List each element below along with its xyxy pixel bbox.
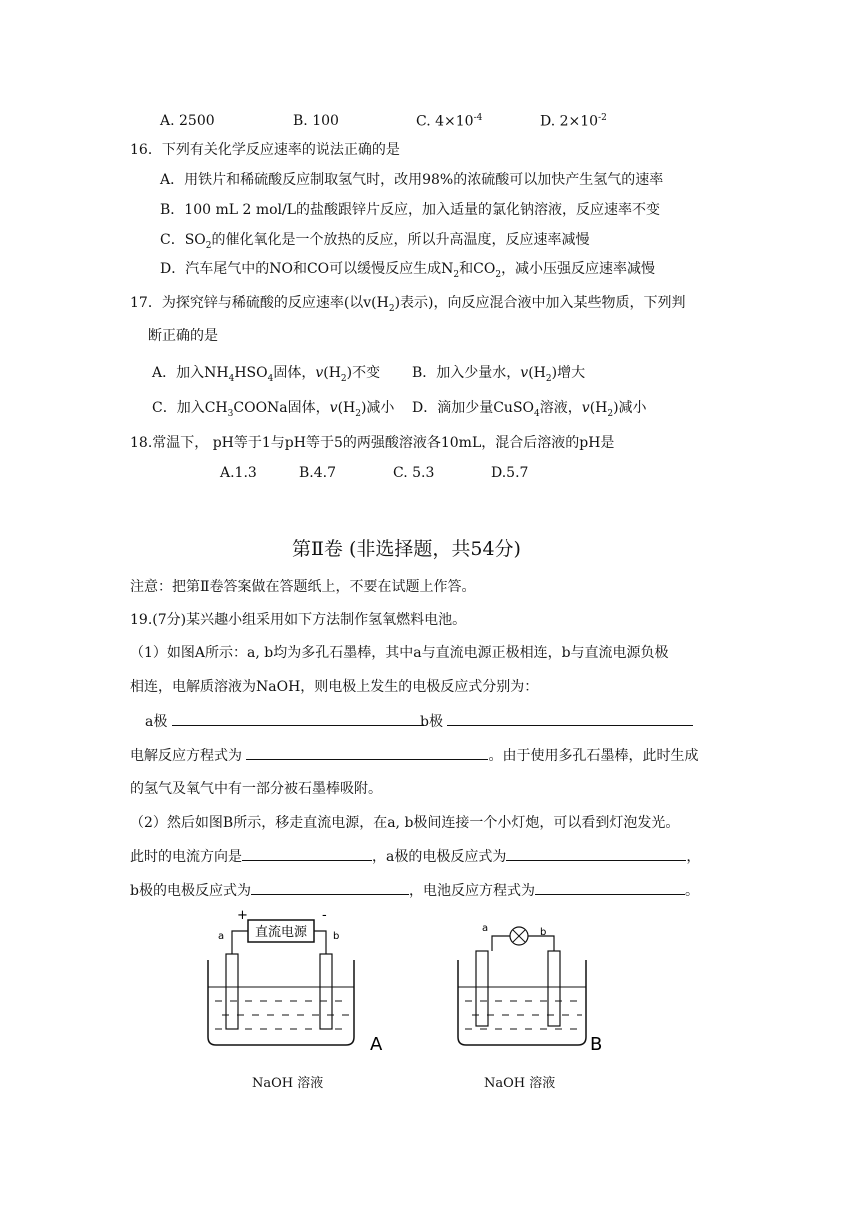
q16-option-d: D．汽车尾气中的NO和CO可以缓慢反应生成$N_2$和$CO_2$，减小压强反应速率减慢 [160, 261, 656, 280]
q18-option-a: A.1.3 [220, 465, 257, 481]
q15-option-a: A. 2500 [160, 113, 215, 129]
q15-option-c: C. $4\times 10^{-4}$ [416, 113, 483, 130]
q19-part1-line5: 的氢气及氧气中有一部分被石墨棒吸附。 [130, 781, 382, 797]
label-a: a [218, 931, 225, 942]
q19-part1-line1: （1）如图A所示：a, b均为多孔石墨棒，其中a与直流电源正极相连，b与直流电源负极 [130, 645, 669, 661]
q15-option-b: B. 100 [293, 113, 339, 129]
electrode-b [320, 954, 332, 1029]
q17-option-b: B．加入少量水，$v(H_2)$增大 [412, 365, 586, 384]
minus-sign: - [322, 908, 327, 923]
answer-blank-a-electrode-2[interactable] [506, 846, 686, 861]
figure-a-label: A [370, 1034, 383, 1055]
q17-option-c: C．加入$CH_3COONa$固体，$v(H_2)$减小 [152, 400, 395, 419]
q15-option-d: D. $2\times 10^{-2}$ [540, 113, 607, 130]
wire-b [528, 936, 554, 951]
q19-a-electrode: a极 [145, 711, 424, 731]
figure-a-electrolysis [200, 905, 400, 1055]
q16-option-a: A．用铁片和稀硫酸反应制取氢气时，改用98%的浓硫酸可以加快产生氢气的速率 [160, 172, 664, 188]
section-title: 第Ⅱ卷 (非选择题，共54分) [292, 538, 521, 560]
q17-option-a: A．加入$NH_4HSO_4$固体，$v(H_2)$不变 [152, 365, 381, 384]
q19-part2-line1: （2）然后如图B所示，移走直流电源，在a, b极间连接一个小灯炮，可以看到灯泡发光。 [130, 815, 680, 831]
q19-part2-line2: 此时的电流方向是 ，a极的电极反应式为 ， [130, 846, 700, 866]
plus-sign: + [237, 908, 248, 923]
answer-blank-b-electrode[interactable] [447, 711, 693, 726]
wire-a [232, 931, 248, 954]
q17-option-d: D．滴加少量CuSO$_4$溶液，$v(H_2)$减小 [412, 400, 647, 419]
q16-stem: 16．下列有关化学反应速率的说法正确的是 [130, 142, 400, 158]
answer-blank-b-electrode-2[interactable] [251, 880, 409, 895]
figure-a-caption: NaOH 溶液 [252, 1076, 324, 1091]
q18-option-c: C. 5.3 [393, 465, 435, 481]
label-a: a [482, 923, 489, 934]
q19-electrolysis-eq: 电解反应方程式为 。由于使用多孔石墨棒，此时生成 [130, 745, 698, 765]
figure-b-fuel-cell [450, 905, 620, 1055]
q19-stem: 19.(7分)某兴趣小组采用如下方法制作氢氧燃料电池。 [130, 612, 467, 628]
answer-blank-a-electrode[interactable] [172, 711, 424, 726]
wire-b [314, 931, 326, 954]
label-b: b [333, 931, 340, 942]
q18-option-d: D.5.7 [491, 465, 529, 481]
answer-blank-cell-eq[interactable] [535, 880, 685, 895]
wire-a [492, 936, 510, 951]
figure-b-label: B [590, 1034, 603, 1055]
q19-part1-line2: 相连，电解质溶液为NaOH，则电极上发生的电极反应式分别为： [130, 679, 539, 695]
q18-stem: 18.常温下， pH等于1与pH等于5的两强酸溶液各10mL，混合后溶液的pH是 [130, 435, 615, 451]
q19-part2-line3: b极的电极反应式为 ，电池反应方程式为 。 [130, 880, 699, 900]
q16-option-c: C．$SO_2$的催化氧化是一个放热的反应，所以升高温度，反应速率减慢 [160, 232, 590, 251]
q17-stem-line2: 断正确的是 [148, 328, 218, 344]
q17-stem-line1: 17．为探究锌与稀硫酸的反应速率(以$v(H_2)$表示)，向反应混合液中加入某些物质，下列判 [130, 295, 686, 314]
q18-option-b: B.4.7 [299, 465, 337, 481]
figure-b-caption: NaOH 溶液 [484, 1076, 556, 1091]
answer-blank-current-direction[interactable] [242, 846, 372, 861]
dc-power-label: 直流电源 [254, 925, 308, 940]
electrode-a [226, 954, 238, 1029]
q16-option-b: B．100 mL 2 mol/L的盐酸跟锌片反应，加入适量的氯化钠溶液，反应速率不变 [160, 202, 661, 218]
answer-blank-electrolysis-eq[interactable] [246, 745, 488, 760]
section-note: 注意：把第Ⅱ卷答案做在答题纸上，不要在试题上作答。 [130, 579, 476, 595]
label-b: b [540, 927, 547, 938]
q19-b-electrode: b极 [420, 711, 693, 731]
